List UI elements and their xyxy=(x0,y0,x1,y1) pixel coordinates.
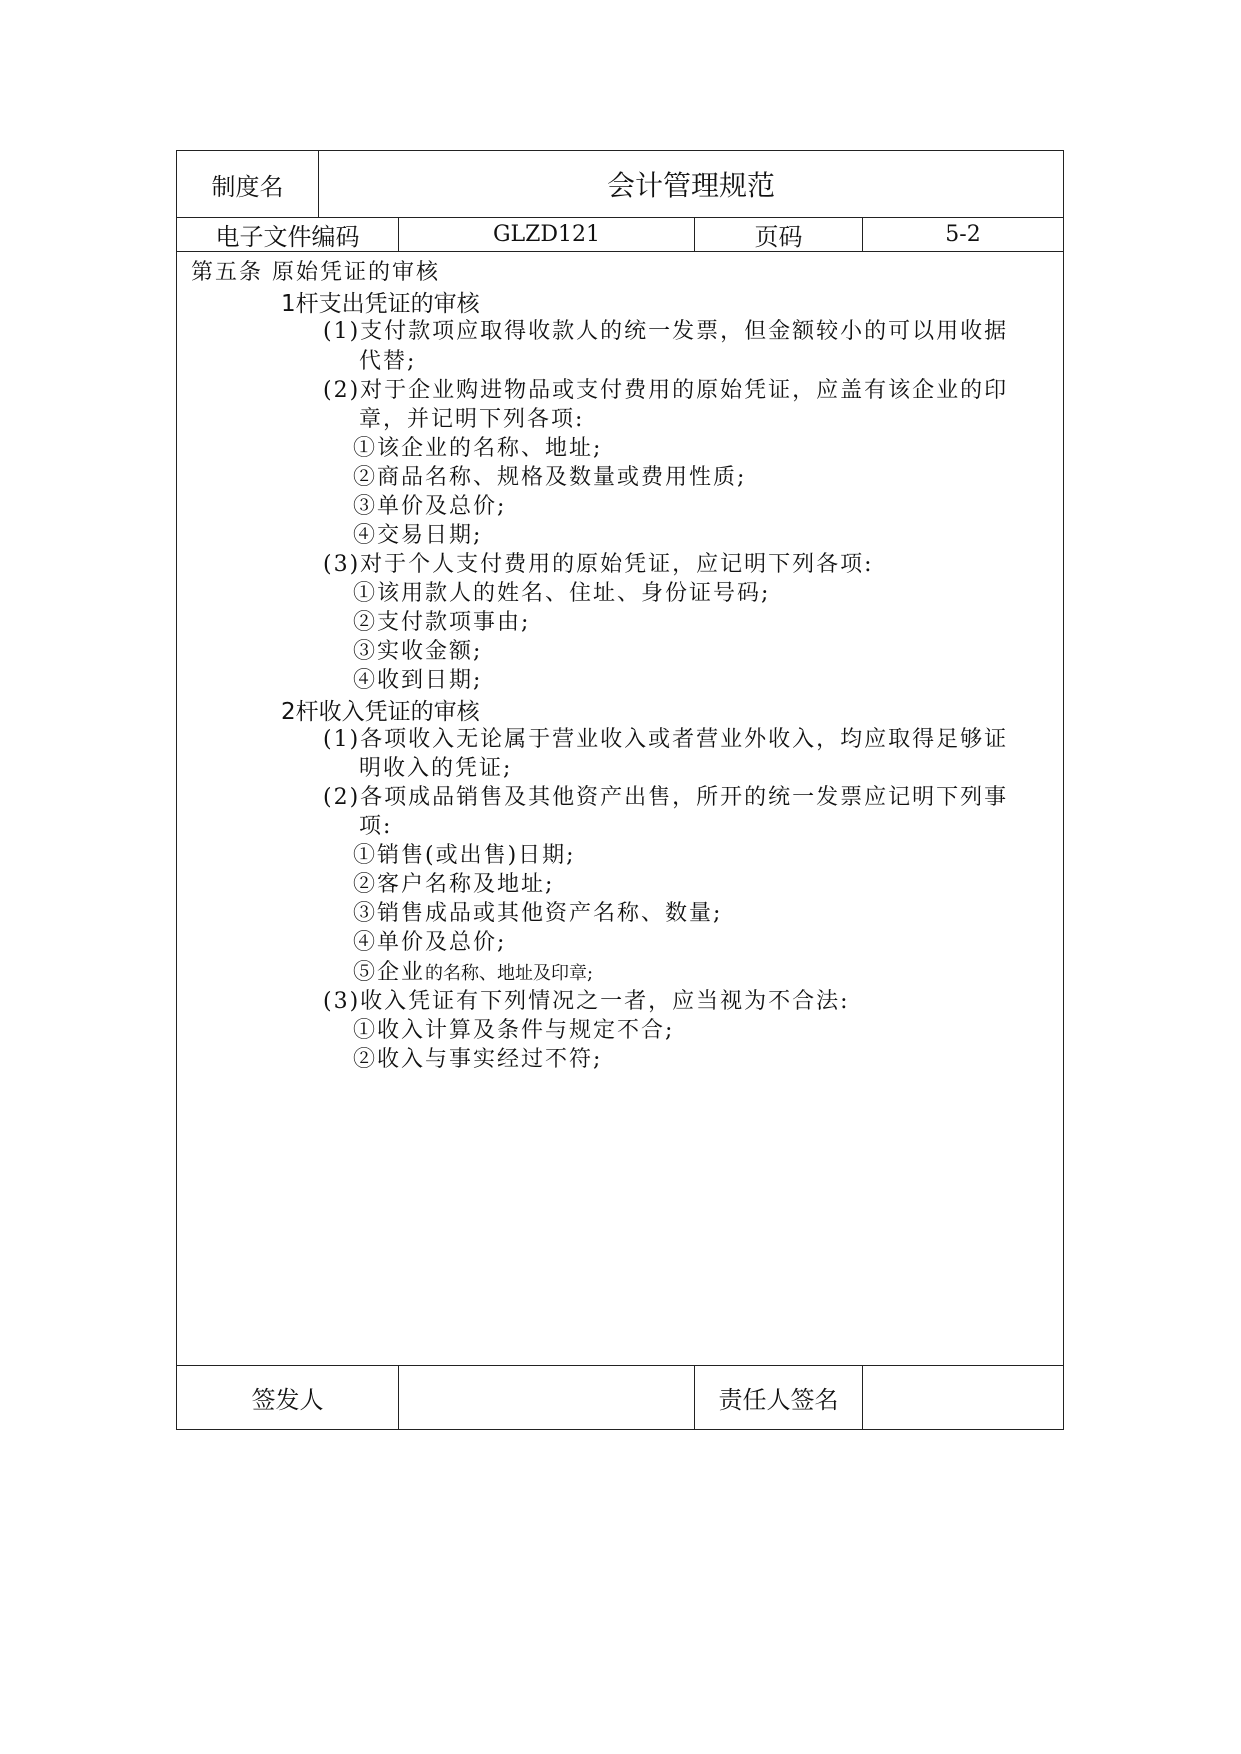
header-row-title xyxy=(177,151,1063,218)
s1-item3-line1: (3)对于个人支付费用的原始凭证，应记明下列各项: xyxy=(323,552,874,577)
file-code-value: GLZD121 xyxy=(399,217,695,251)
s1-item3-sub4: ④收到日期; xyxy=(353,668,483,693)
header-row-meta xyxy=(177,217,1063,252)
s1-item3-sub3: ③实收金额; xyxy=(353,639,483,664)
s2-item2-sub5 xyxy=(353,955,593,986)
s1-item2-sub1: ①该企业的名称、地址; xyxy=(353,436,603,461)
page-label: 页码 xyxy=(695,217,863,251)
name-label: 制度名 xyxy=(177,151,319,217)
s2-item2-sub3: ③销售成品或其他资产名称、数量; xyxy=(353,901,723,926)
s2-item1-line1: (1)各项收入无论属于营业收入或者营业外收入，均应取得足够证 xyxy=(323,727,1009,752)
s1-item1-line2: 代替; xyxy=(359,349,417,374)
s1-item3-sub1: ①该用款人的姓名、住址、身份证号码; xyxy=(353,581,771,606)
s2-item2-line1: (2)各项成品销售及其他资产出售，所开的统一发票应记明下列事 xyxy=(323,785,1009,810)
s2-item2-sub5-b: 的名称、地址及印章; xyxy=(425,963,594,984)
s2-item3-sub2: ②收入与事实经过不符; xyxy=(353,1047,603,1072)
s1-item3-sub2: ②支付款项事由; xyxy=(353,610,531,635)
page-number: 5-2 xyxy=(945,221,981,247)
s2-item2-sub2: ②客户名称及地址; xyxy=(353,872,555,897)
s1-item2-sub3: ③单价及总价; xyxy=(353,494,507,519)
s1-item2-line1: (2)对于企业购进物品或支付费用的原始凭证，应盖有该企业的印 xyxy=(323,378,1009,403)
body-content xyxy=(177,251,1063,1366)
s2-item1-line2: 明收入的凭证; xyxy=(359,756,513,781)
s2-item2-sub5-a: ⑤企业 xyxy=(353,960,426,985)
s1-item2-sub2: ②商品名称、规格及数量或费用性质; xyxy=(353,465,747,490)
file-code-label: 电子文件编码 xyxy=(177,217,399,251)
s2-item2-sub1: ①销售(或出售)日期; xyxy=(353,843,576,868)
issuer-field[interactable] xyxy=(399,1365,695,1429)
s1-item2-line2: 章，并记明下列各项: xyxy=(359,407,585,432)
section2-heading: 2杆收入凭证的审核 xyxy=(281,699,480,725)
s2-item3-line1: (3)收入凭证有下列情况之一者，应当视为不合法: xyxy=(323,989,850,1014)
document-form xyxy=(176,150,1064,1430)
s2-item3-sub1: ①收入计算及条件与规定不合; xyxy=(353,1018,675,1043)
s2-item2-sub4: ④单价及总价; xyxy=(353,930,507,955)
s2-item2-line2: 项: xyxy=(359,814,393,839)
responsible-signature-field[interactable] xyxy=(863,1365,1063,1429)
responsible-label: 责任人签名 xyxy=(695,1365,863,1429)
footer-row xyxy=(177,1365,1063,1429)
article-heading: 第五条 原始凭证的审核 xyxy=(191,260,440,285)
s1-item2-sub4: ④交易日期; xyxy=(353,523,483,548)
issuer-label: 签发人 xyxy=(177,1365,399,1429)
s1-item1-line1: (1)支付款项应取得收款人的统一发票，但金额较小的可以用收据 xyxy=(323,319,1009,344)
document-title: 会计管理规范 xyxy=(606,169,775,202)
section1-heading: 1杆支出凭证的审核 xyxy=(281,291,480,317)
